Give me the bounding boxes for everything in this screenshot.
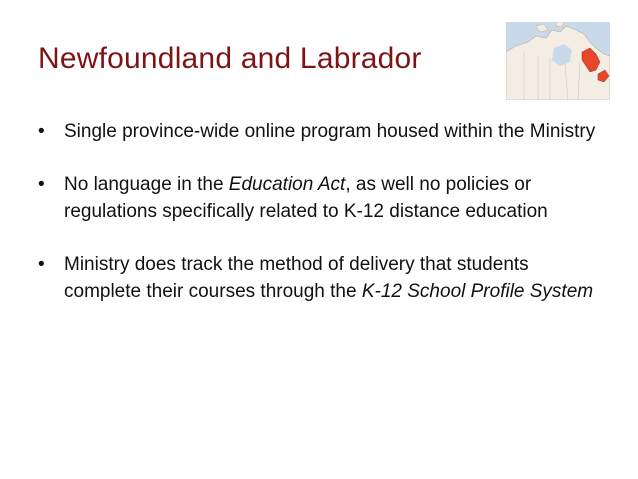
bullet-item bbox=[38, 171, 598, 225]
education-act-reference: Education Act bbox=[228, 174, 346, 195]
bullet-text: Single province-wide online program housed within the Ministry bbox=[64, 121, 596, 142]
bullet-item bbox=[38, 118, 598, 145]
canada-map-graphic bbox=[506, 22, 610, 100]
bullet-item bbox=[38, 251, 598, 305]
canada-map-icon bbox=[506, 22, 610, 100]
school-profile-system-reference: K-12 School Profile System bbox=[361, 281, 594, 302]
bullet-marker: • bbox=[38, 121, 45, 142]
bullet-marker: • bbox=[38, 254, 45, 275]
slide-title: Newfoundland and Labrador bbox=[38, 42, 422, 75]
bullet-list bbox=[38, 118, 598, 331]
bullet-text: , as well no policies or regulations specifically related to K-12 distance education bbox=[64, 174, 548, 222]
bullet-marker: • bbox=[38, 174, 45, 195]
bullet-text: Ministry does track the method of delivery that students complete their courses through the bbox=[64, 254, 529, 302]
bullet-text: No language in the bbox=[64, 174, 229, 195]
